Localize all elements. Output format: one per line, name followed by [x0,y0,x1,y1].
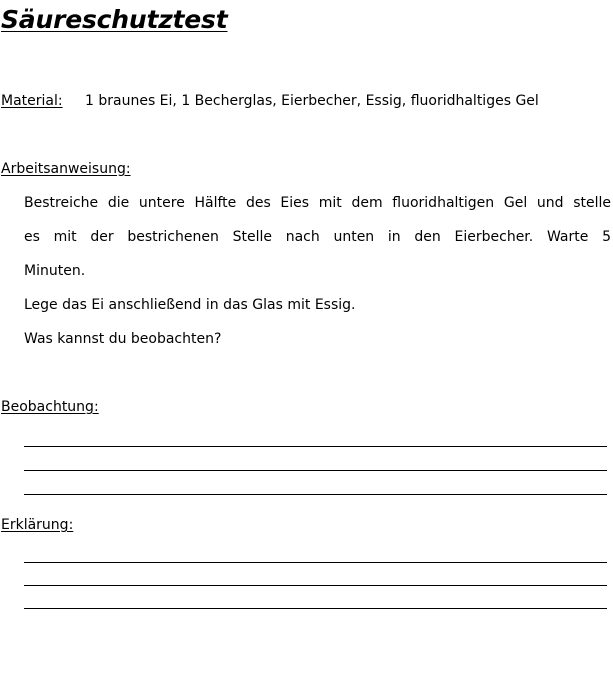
observation-answer-line[interactable] [24,494,607,495]
instruction-line: Minuten. [24,263,86,279]
explanation-answer-line[interactable] [24,608,607,609]
instruction-line: es mit der bestrichenen Stelle nach unten in den Eierbecher. Warte 5 [24,229,611,245]
page-title: Säureschutztest [1,5,228,34]
observation-answer-line[interactable] [24,470,607,471]
instruction-question: Was kannst du beobachten? [24,331,222,347]
material-heading: Material: [1,93,63,109]
explanation-answer-line[interactable] [24,562,607,563]
material-list: 1 braunes Ei, 1 Becherglas, Eierbecher, Essig, fluoridhaltiges Gel [85,93,539,109]
explanation-heading: Erklärung: [1,517,74,533]
material-section [1,93,539,109]
observation-answer-line[interactable] [24,446,607,447]
observation-heading: Beobachtung: [1,399,99,415]
instruction-line: Lege das Ei anschließend in das Glas mit Essig. [24,297,356,313]
explanation-answer-line[interactable] [24,585,607,586]
instructions-heading: Arbeitsanweisung: [1,161,131,177]
instruction-line: Bestreiche die untere Hälfte des Eies mit dem fluoridhaltigen Gel und stelle [24,195,611,211]
